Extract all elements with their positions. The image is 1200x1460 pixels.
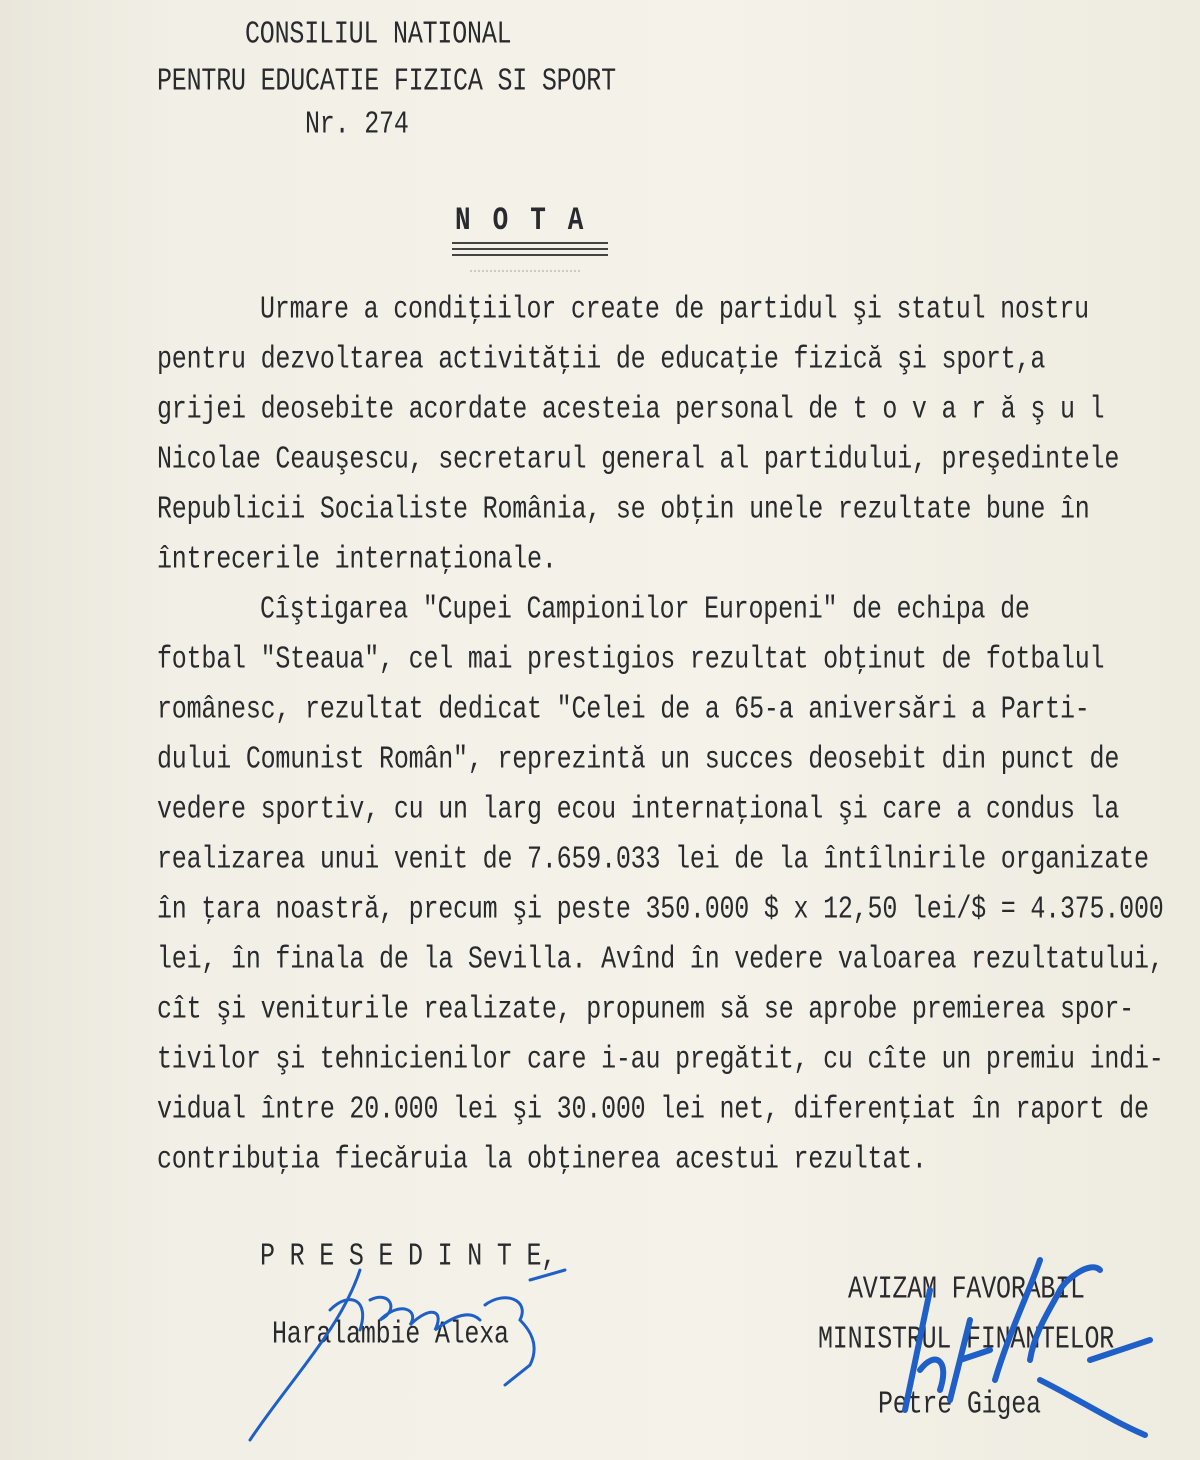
text-line: Cîştigarea "Cupei Campionilor Europeni" de echipa de (260, 591, 1030, 628)
text-line: Urmare a condiţiilor create de partidul şi statul nostru (260, 291, 1089, 328)
signatory-name: Haralambie Alexa (272, 1316, 509, 1353)
text-line: contribuţia fiecăruia la obţinerea acestui rezultat. (157, 1141, 927, 1178)
text-line: românesc, rezultat dedicat "Celei de a 65-a aniversări a Parti- (157, 691, 1090, 728)
text-line: vedere sportiv, cu un larg ecou internaţional şi care a condus la (157, 791, 1120, 828)
text-line: pentru dezvoltarea activităţii de educaţie fizică şi sport,a (157, 341, 1046, 378)
text-line: fotbal "Steaua", cel mai prestigios rezultat obţinut de fotbalul (157, 641, 1105, 678)
title-underline-3 (452, 254, 608, 256)
document-number: Nr. 274 (305, 106, 409, 143)
text-line: cît şi veniturile realizate, propunem să se aprobe premierea spor- (157, 991, 1134, 1028)
signatory-name: Petre Gigea (878, 1386, 1041, 1423)
text-line: realizarea unui venit de 7.659.033 lei de la întîlnirile organizate (157, 841, 1149, 878)
text-line: dului Comunist Român", reprezintă un succes deosebit din punct de (157, 741, 1120, 778)
header-institution-full: PENTRU EDUCATIE FIZICA SI SPORT (157, 63, 616, 100)
text-line: în ţara noastră, precum şi peste 350.000 $ x 12,50 lei/$ = 4.375.000 (157, 891, 1164, 928)
title-underline (452, 242, 608, 244)
text-line: Republicii Socialiste România, se obţin unele rezultate bune în (157, 491, 1090, 528)
header-institution: CONSILIUL NATIONAL (245, 16, 512, 53)
title-underline-2 (452, 248, 608, 250)
signature-title: P R E S E D I N T E, (260, 1238, 557, 1275)
text-line: tivilor şi tehnicienilor care i-au pregătit, cu cîte un premiu indi- (157, 1041, 1164, 1078)
text-line: lei, în finala de la Sevilla. Avînd în vedere valoarea rezultatului, (157, 941, 1164, 978)
divider (470, 270, 580, 272)
text-line: întrecerile internaţionale. (157, 541, 557, 578)
document-title: NOTA (455, 201, 606, 239)
approval-text: AVIZAM FAVORABIL (848, 1271, 1085, 1308)
text-line: vidual între 20.000 lei şi 30.000 lei net, diferenţiat în raport de (157, 1091, 1149, 1128)
text-line: Nicolae Ceauşescu, secretarul general al partidului, preşedintele (157, 441, 1120, 478)
ministry-title: MINISTRUL FINANTELOR (818, 1321, 1115, 1358)
text-line: grijei deosebite acordate acesteia personal de t o v a r ă ş u l (157, 391, 1105, 428)
